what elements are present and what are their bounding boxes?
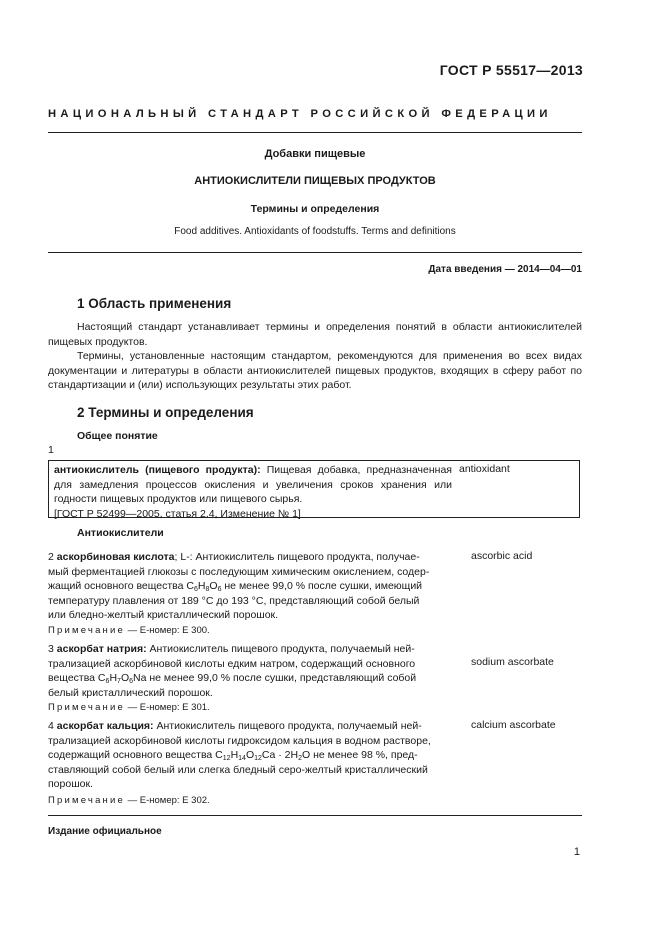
term-name: аскорбиновая кислота: [56, 551, 175, 563]
term-english: sodium ascorbate: [471, 656, 554, 668]
formula-text: H: [109, 672, 118, 684]
term-definition-text: [48, 671, 452, 686]
term-definition-text: температуру плавления от 189 °C до 193 °C, представляющий собой белый: [48, 594, 420, 607]
standard-name: НАЦИОНАЛЬНЫЙ СТАНДАРТ РОССИЙСКОЙ ФЕДЕРАЦИИ: [48, 108, 552, 120]
term-reference: [ГОСТ Р 52499—2005, статья 2.4, Изменение № 1]: [54, 508, 301, 520]
term-name: антиокислитель (пищевого продукта):: [54, 464, 261, 476]
term-entry-4: [48, 719, 452, 792]
edition-label: Издание официальное: [48, 826, 162, 837]
term-number: 1: [48, 444, 54, 456]
formula-subscript: 6: [105, 678, 110, 685]
term-definition-text: мый ферментацией глюкозы с последующим химическим окислением, содер-: [48, 565, 430, 578]
page-number: 1: [573, 846, 580, 858]
term-name: аскорбат кальция:: [56, 720, 154, 732]
note-label: Примечание: [48, 702, 125, 713]
note-text: — Е-номер: Е 302.: [125, 795, 210, 806]
section2-heading: 2 Термины и определения: [77, 405, 254, 420]
term-definition-text: Антиокислитель пищевого продукта, получае-: [195, 551, 420, 563]
title-rule: [48, 252, 582, 253]
formula-subscript: 7: [117, 678, 121, 685]
formula-text: Ca · 2H: [261, 749, 299, 761]
note-label: Примечание: [48, 795, 125, 806]
term-definition-text: белый кристаллический порошок.: [48, 686, 213, 699]
formula-subscript: 12: [222, 755, 231, 762]
title-line3: Термины и определения: [250, 203, 380, 215]
introduction-date: Дата введения — 2014—04—01: [428, 264, 582, 275]
term-definition-text: или бледно-желтый кристаллический порошок.: [48, 609, 279, 621]
formula-subscript: 6: [193, 586, 198, 593]
formula-text: O: [302, 749, 311, 761]
formula-text: содержащий основного вещества C: [48, 749, 223, 761]
section1-paragraph1: Настоящий стандарт устанавливает термины и определения понятий в области антиокислителей пищевых продуктов.: [48, 321, 582, 348]
formula-text: не менее 98 %, пред-: [310, 749, 418, 761]
subheading-antioxidants: Антиокислители: [77, 527, 164, 539]
term-number: 4: [48, 720, 54, 732]
term-definition-text: трализацией аскорбиновой кислоты гидроксидом кальция в водном растворе,: [48, 734, 431, 747]
formula-subscript: 8: [205, 586, 210, 593]
formula-text: O: [245, 749, 255, 761]
term-entry-2: [48, 550, 452, 623]
formula-text: не менее 99,0 % после сушки, имеющий: [221, 580, 423, 592]
note-label: Примечание: [48, 625, 125, 636]
term-name: аскорбат натрия:: [56, 643, 147, 655]
term-number: 3: [48, 643, 54, 655]
document-code: ГОСТ Р 55517—2013: [439, 62, 583, 78]
term-english: antioxidant: [459, 463, 510, 475]
term-note: [48, 625, 210, 636]
term-number: 2: [48, 551, 54, 563]
footer-rule: [48, 815, 582, 816]
subheading-general: Общее понятие: [77, 430, 158, 442]
term-definition-text: Антиокислитель пищевого продукта, получаемый ней-: [149, 643, 415, 655]
formula-text: O: [209, 580, 218, 592]
term-definition-text: [48, 748, 452, 763]
term-definition: [54, 463, 452, 507]
section1-heading: 1 Область применения: [77, 296, 232, 311]
formula-subscript: 6: [129, 678, 134, 685]
note-text: — Е-номер: Е 301.: [125, 702, 210, 713]
formula-text: O: [120, 672, 130, 684]
term-line: [48, 550, 452, 565]
term-definition-text: трализацией аскорбиновой кислоты едким натром, содержащий основного: [48, 657, 416, 670]
term-note: [48, 795, 210, 806]
formula-text: H: [230, 749, 239, 761]
term-definition-text: порошок.: [48, 778, 93, 790]
section1-paragraph2: Термины, установленные настоящим стандартом, рекомендуются для применения во всех видах документации и литературы в области антиокислителей пищевых продуктов, входящих в сферу работ по стандартизации и (или) использующих результаты этих работ.: [48, 350, 582, 392]
formula-subscript: 14: [238, 755, 246, 762]
term-entry-3: [48, 642, 452, 700]
term-definition-text: ставляющий собой белый или слегка бледный серо-желтый кристаллический: [48, 763, 428, 776]
formula-subscript: 12: [254, 755, 262, 762]
formula-text: Na не менее 99,0 % после сушки, представляющий собой: [133, 672, 417, 684]
title-english: Food additives. Antioxidants of foodstuffs. Terms and definitions: [174, 226, 456, 237]
term-definition-text: [48, 579, 452, 594]
term-english: ascorbic acid: [471, 550, 533, 562]
title-line2: АНТИОКИСЛИТЕЛИ ПИЩЕВЫХ ПРОДУКТОВ: [194, 175, 436, 187]
formula-subscript: 2: [298, 755, 303, 762]
term-note: [48, 702, 210, 713]
formula-subscript: 6: [217, 586, 222, 593]
term-synonym: ; L-:: [174, 551, 193, 563]
header-rule: [48, 132, 582, 133]
term-english: calcium ascorbate: [471, 719, 556, 731]
formula-text: вещества C: [48, 672, 106, 684]
note-text: — Е-номер: Е 300.: [125, 625, 210, 636]
term-definition-text: Антиокислитель пищевого продукта, получаемый ней-: [156, 720, 422, 732]
term-definition-text: Пищевая добавка, предназначенная для замедления процессов окисления и увеличения сроков хранения или годности пищевых продуктов или пищевого сырья.: [54, 464, 452, 505]
term-line: [48, 642, 452, 657]
formula-text: жащий основного вещества C: [48, 580, 194, 592]
term-line: [48, 719, 452, 734]
title-line1: Добавки пищевые: [264, 148, 366, 160]
formula-text: H: [197, 580, 206, 592]
